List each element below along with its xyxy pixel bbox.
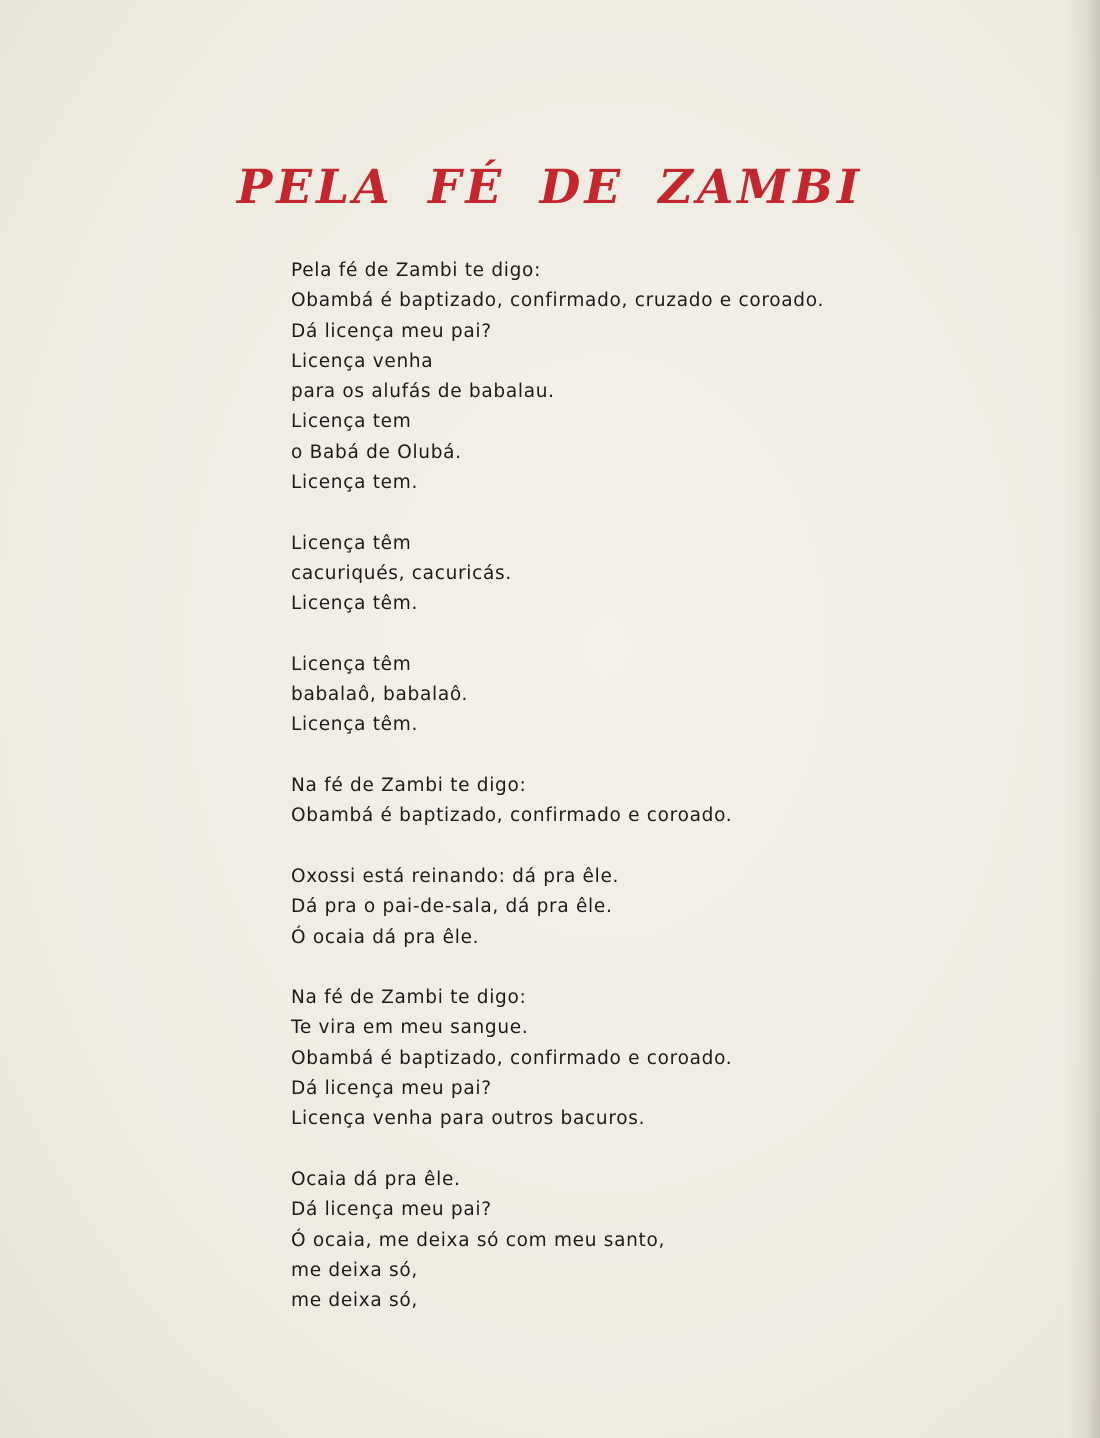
poem-title: PELA FÉ DE ZAMBI: [236, 160, 864, 215]
verse-line: Dá licença meu pai?: [291, 320, 492, 342]
stanza: [291, 771, 1051, 832]
verse-line: Licença tem: [291, 411, 412, 433]
verse-line: Dá licença meu pai?: [291, 1078, 492, 1100]
verse-line: Obambá é baptizado, confirmado e coroado.: [291, 805, 733, 827]
verse-line: Dá pra o pai-de-sala, dá pra êle.: [291, 896, 613, 918]
verse-line: Oxossi está reinando: dá pra êle.: [291, 865, 620, 887]
verse-line: Ó ocaia, me deixa só com meu santo,: [291, 1229, 666, 1251]
verse-line: Ocaia dá pra êle.: [291, 1168, 461, 1190]
verse-line: Licença têm: [291, 653, 412, 675]
stanza: [291, 529, 1051, 620]
verse-line: Licença têm.: [291, 714, 419, 736]
verse-line: me deixa só,: [291, 1259, 418, 1281]
verse-line: Ó ocaia dá pra êle.: [291, 926, 480, 948]
stanza: [291, 862, 1051, 953]
stanza: [291, 983, 1051, 1134]
verse-line: Obambá é baptizado, confirmado e coroado.: [291, 1047, 733, 1069]
verse-line: Na fé de Zambi te digo:: [291, 775, 527, 797]
verse-line: Dá licença meu pai?: [291, 1199, 492, 1221]
verse-line: Licença venha para outros bacuros.: [291, 1108, 646, 1130]
poem-body: [291, 256, 1051, 1347]
verse-line: Licença venha: [291, 350, 434, 372]
verse-line: Te vira em meu sangue.: [291, 1017, 529, 1039]
verse-line: Licença tem.: [291, 472, 419, 494]
verse-line: o Babá de Olubá.: [291, 441, 462, 463]
verse-line: para os alufás de babalau.: [291, 381, 555, 403]
verse-line: Obambá é baptizado, confirmado, cruzado e coroado.: [291, 290, 825, 312]
stanza: [291, 650, 1051, 741]
stanza: [291, 256, 1051, 498]
verse-line: Pela fé de Zambi te digo:: [291, 260, 542, 281]
verse-line: Licença têm.: [291, 593, 419, 615]
verse-line: babalaô, babalaô.: [291, 684, 469, 706]
verse-line: Na fé de Zambi te digo:: [291, 987, 527, 1009]
verse-line: me deixa só,: [291, 1290, 418, 1312]
verse-line: Licença têm: [291, 532, 412, 554]
verse-line: cacuriqués, cacuricás.: [291, 562, 512, 584]
stanza: [291, 1165, 1051, 1316]
